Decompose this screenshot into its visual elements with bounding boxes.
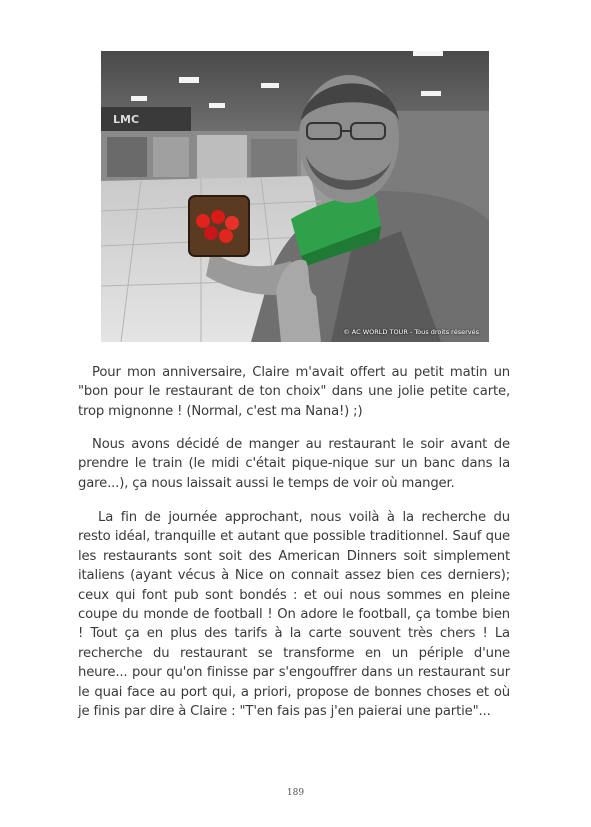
store-sign: LMC [113,113,140,126]
photo-man-with-strawberries [101,51,489,342]
page-number: 189 [286,788,305,798]
paragraph-3 [78,508,510,721]
strawberry-box [189,196,249,256]
photo-illustration [101,51,489,342]
paragraph-text: Pour mon anniversaire, Claire m'avait offert au petit matin un "bon pour le restaurant de ton choix" dans une jolie petite carte, trop mignonne ! (Normal, c'est ma Nana!) ;) [78,365,510,419]
paragraph-text: La fin de journée approchant, nous voilà à la recherche du resto idéal, tranquille et autant que possible traditionnel. Sauf que les restaurants sont soit des American Dinners soit simplement italiens (ayant vécus à Nice on connait assez bien ces derniers); ceux qui font pub sont bondés : et oui nous sommes en pleine coupe du monde de football ! On adore le football, ça tombe bien ! Tout ça en plus des tarifs à la carte souvent très chers ! La recherche du restaurant se transforme en un périple d'une heure... pour qu'on finisse par s'engouffrer dans un restaurant sur le quai face au port qui, a priori, propose de bonnes choses et où je finis par dire à Claire : "T'en fais pas j'en paierai une partie"... [78,510,510,720]
paragraph-text: Nous avons décidé de manger au restaurant le soir avant de prendre le train (le midi c'était pique-nique sur un banc dans la gare...), ça nous laissait aussi le temps de voir où manger. [78,437,510,491]
paragraph-1 [78,363,510,421]
photo-credit: © AC WORLD TOUR - Tous droits réservés [343,328,479,336]
paragraph-2 [78,435,510,493]
